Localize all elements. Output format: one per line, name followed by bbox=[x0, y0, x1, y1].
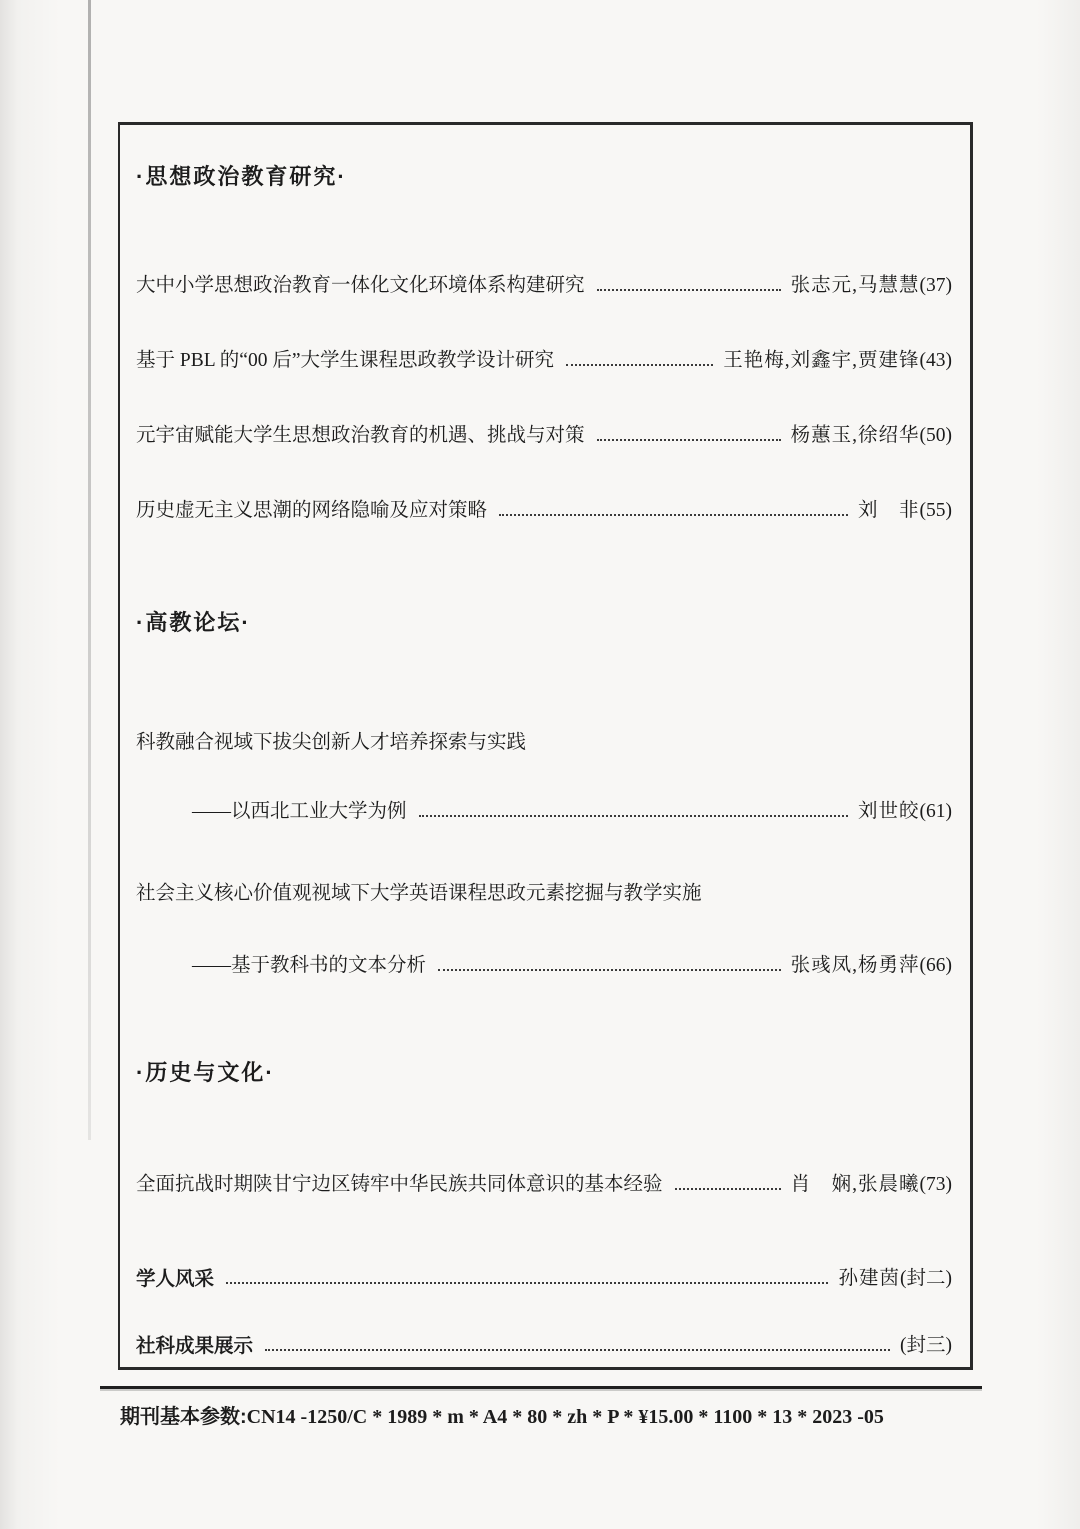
extra-title: 社科成果展示 bbox=[136, 1335, 254, 1357]
entry-authors: 刘世皎 bbox=[857, 801, 920, 822]
entry-page-number: (73) bbox=[919, 1174, 952, 1195]
footer-divider-rule bbox=[100, 1386, 982, 1389]
entry-title: 基于 PBL 的“00 后”大学生课程思政教学设计研究 bbox=[136, 350, 554, 371]
journal-parameters-label: 期刊基本参数: bbox=[120, 1406, 247, 1428]
toc-extra-scholar-profile bbox=[136, 1267, 952, 1291]
extra-authors: 孙建茵 bbox=[838, 1268, 900, 1289]
toc-entry-title-line bbox=[136, 882, 952, 906]
dotted-leader bbox=[597, 289, 781, 291]
entry-authors: 肖 娴,张晨曦 bbox=[790, 1174, 920, 1195]
entry-authors: 张志元,马慧慧 bbox=[790, 275, 920, 296]
toc-entry bbox=[136, 1173, 952, 1197]
entry-page-number: (50) bbox=[919, 425, 952, 446]
dotted-leader bbox=[226, 1282, 828, 1284]
extra-title: 学人风采 bbox=[136, 1268, 215, 1290]
toc-extra-achievements-display bbox=[136, 1334, 952, 1358]
entry-page-number: (43) bbox=[919, 350, 952, 371]
entry-title: 全面抗战时期陕甘宁边区铸牢中华民族共同体意识的基本经验 bbox=[136, 1174, 663, 1195]
section-header-higher-education-forum: ·高教论坛· bbox=[136, 610, 251, 635]
dotted-leader bbox=[419, 815, 848, 817]
entry-page-number: (66) bbox=[919, 955, 952, 976]
extra-page-number: (封三) bbox=[900, 1335, 952, 1356]
toc-entry bbox=[136, 424, 952, 448]
extra-page-number: (封二) bbox=[900, 1268, 952, 1289]
entry-authors: 刘 非 bbox=[857, 500, 920, 521]
dotted-leader bbox=[265, 1349, 890, 1351]
section-header-ideological-political-education: ·思想政治教育研究· bbox=[136, 164, 347, 189]
toc-border-box bbox=[118, 122, 973, 1370]
dotted-leader bbox=[438, 969, 781, 971]
dotted-leader bbox=[675, 1188, 781, 1190]
section-header-history-and-culture: ·历史与文化· bbox=[136, 1060, 275, 1085]
entry-authors: 王艳梅,刘鑫宇,贾建锋 bbox=[723, 350, 920, 371]
scan-edge-shadow bbox=[88, 0, 91, 1140]
entry-title: 元宇宙赋能大学生思想政治教育的机遇、挑战与对策 bbox=[136, 425, 585, 446]
entry-page-number: (61) bbox=[919, 801, 952, 822]
entry-subtitle: ——以西北工业大学为例 bbox=[192, 801, 407, 822]
toc-entry-subtitle-line bbox=[136, 800, 952, 824]
journal-parameters-value: CN14 -1250/C * 1989 * m * A4 * 80 * zh * P * ¥15.00 * 1100 * 13 * 2023 -05 bbox=[246, 1406, 884, 1428]
toc-entry bbox=[136, 274, 952, 298]
dotted-leader bbox=[597, 439, 781, 441]
toc-entry-subtitle-line bbox=[136, 954, 952, 978]
entry-authors: 张彧凤,杨勇萍 bbox=[790, 955, 920, 976]
entry-page-number: (37) bbox=[919, 275, 952, 296]
entry-authors: 杨蕙玉,徐绍华 bbox=[790, 425, 920, 446]
toc-entry bbox=[136, 499, 952, 523]
dotted-leader bbox=[499, 514, 848, 516]
entry-title: 大中小学思想政治教育一体化文化环境体系构建研究 bbox=[136, 275, 585, 296]
toc-entry bbox=[136, 349, 952, 373]
entry-title: 历史虚无主义思潮的网络隐喻及应对策略 bbox=[136, 500, 488, 521]
entry-title: 社会主义核心价值观视域下大学英语课程思政元素挖掘与教学实施 bbox=[136, 883, 702, 904]
entry-title: 科教融合视域下拔尖创新人才培养探索与实践 bbox=[136, 732, 527, 753]
toc-entry-title-line bbox=[136, 731, 952, 755]
journal-basic-parameters bbox=[120, 1404, 1000, 1430]
entry-subtitle: ——基于教科书的文本分析 bbox=[192, 955, 427, 976]
entry-page-number: (55) bbox=[919, 500, 952, 521]
dotted-leader bbox=[566, 364, 713, 366]
